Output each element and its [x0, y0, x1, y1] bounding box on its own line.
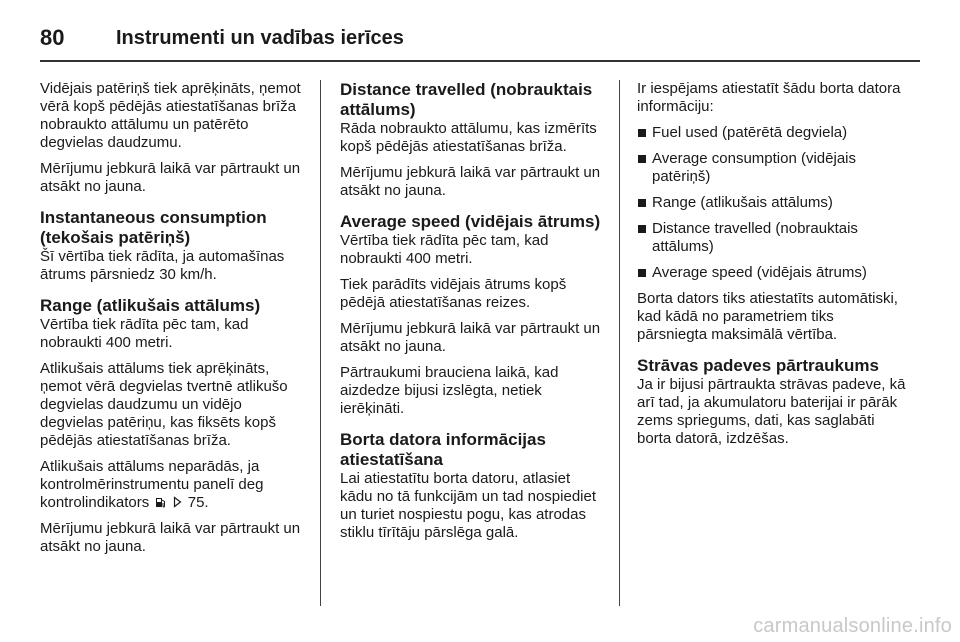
bullet-square-icon	[638, 269, 646, 277]
paragraph-with-reference	[40, 458, 302, 512]
section-heading-instantaneous: Instantaneous consumption (tekošais patēriņš)	[40, 208, 267, 247]
page-header	[40, 18, 920, 58]
inline-reference	[153, 494, 208, 511]
column-divider-1	[320, 80, 321, 606]
list-item	[637, 150, 907, 186]
list-item	[637, 264, 907, 282]
reset-items-list	[637, 124, 907, 282]
section-heading-distance: Distance travelled (nobrauktais attālums)	[340, 80, 593, 119]
paragraph: Mērījumu jebkurā laikā var pārtraukt un atsākt no jauna.	[340, 320, 601, 355]
watermark: carmanualsonline.info	[753, 615, 952, 637]
section-heading-range: Range (atlikušais attālums)	[40, 296, 261, 315]
list-item-text: Average speed (vidējais ātrums)	[652, 264, 867, 281]
list-item-text: Distance travelled (nobrauktais attālums)	[652, 220, 858, 255]
page-reference[interactable]: 75.	[187, 494, 209, 511]
paragraph-text: Atlikušais attālums neparādās, ja kontrolmērinstrumentu panelī deg kontrolindikators	[40, 458, 264, 511]
paragraph: Vērtība tiek rādīta pēc tam, kad nobraukti 400 metri.	[40, 316, 249, 351]
column-1	[40, 80, 302, 564]
paragraph: Ja ir bijusi pārtraukta strāvas padeve, kā arī tad, ja akumulatoru baterijai ir pārāk zems spriegums, dati, kas saglabāti borta datorā, izdzēšas.	[637, 376, 906, 447]
paragraph: Mērījumu jebkurā laikā var pārtraukt un atsākt no jauna.	[40, 520, 301, 555]
paragraph: Šī vērtība tiek rādīta, ja automašīnas ātrums pārsniedz 30 km/h.	[40, 248, 285, 283]
paragraph: Atlikušais attālums tiek aprēķināts, ņemot vērā degvielas tvertnē atlikušo degvielas daudzumu un vidējo degvielas patēriņu, kas fiksēts kopš pēdējās atiestatīšanas brīža.	[40, 360, 288, 449]
bullet-square-icon	[638, 155, 646, 163]
paragraph: Vidējais patēriņš tiek aprēķināts, ņemot vērā kopš pēdējās atiestatīšanas brīža nobraukto attālumu un patērēto degvielas daudzumu.	[40, 80, 301, 151]
paragraph: Rāda nobraukto attālumu, kas izmērīts kopš pēdējās atiestatīšanas brīža.	[340, 120, 597, 155]
paragraph: Tiek parādīts vidējais ātrums kopš pēdējā atiestatīšanas reizes.	[340, 276, 567, 311]
list-item	[637, 194, 907, 212]
section-heading-power-interruption: Strāvas padeves pārtraukums	[637, 356, 879, 375]
list-item-text: Average consumption (vidējais patēriņš)	[652, 150, 857, 185]
chapter-title: Instrumenti un vadības ierīces	[116, 26, 404, 49]
page-reference-arrow-icon[interactable]	[173, 496, 182, 508]
page-number: 80	[40, 25, 65, 50]
column-divider-2	[619, 80, 620, 606]
bullet-square-icon	[638, 225, 646, 233]
header-rule	[40, 60, 920, 62]
paragraph: Borta dators tiks atiestatīts automātiski, kad kādā no parametriem tiks pārsniegta maksimālā vērtība.	[637, 290, 898, 343]
list-item-text: Range (atlikušais attālums)	[652, 194, 833, 211]
bullet-square-icon	[638, 199, 646, 207]
paragraph: Lai atiestatītu borta datoru, atlasiet kādu no tā funkcijām un tad nospiediet un turiet nospiestu pogu, kas atrodas stiklu tīrītāju pārslēga galā.	[340, 470, 597, 541]
list-item	[637, 124, 907, 142]
column-3	[637, 80, 907, 456]
paragraph: Mērījumu jebkurā laikā var pārtraukt un atsākt no jauna.	[40, 160, 301, 195]
section-heading-reset: Borta datora informācijas atiestatīšana	[340, 430, 546, 469]
list-item	[637, 220, 907, 256]
paragraph: Pārtraukumi brauciena laikā, kad aizdedze bijusi izslēgta, netiek ierēķināti.	[340, 364, 559, 417]
section-heading-average-speed: Average speed (vidējais ātrums)	[340, 212, 601, 231]
fuel-warning-icon	[155, 496, 166, 508]
paragraph: Ir iespējams atiestatīt šādu borta datora informāciju:	[637, 80, 901, 115]
list-item-text: Fuel used (patērētā degviela)	[652, 124, 848, 141]
column-2	[340, 80, 602, 550]
bullet-square-icon	[638, 129, 646, 137]
paragraph: Vērtība tiek rādīta pēc tam, kad nobraukti 400 metri.	[340, 232, 549, 267]
paragraph: Mērījumu jebkurā laikā var pārtraukt un atsākt no jauna.	[340, 164, 601, 199]
